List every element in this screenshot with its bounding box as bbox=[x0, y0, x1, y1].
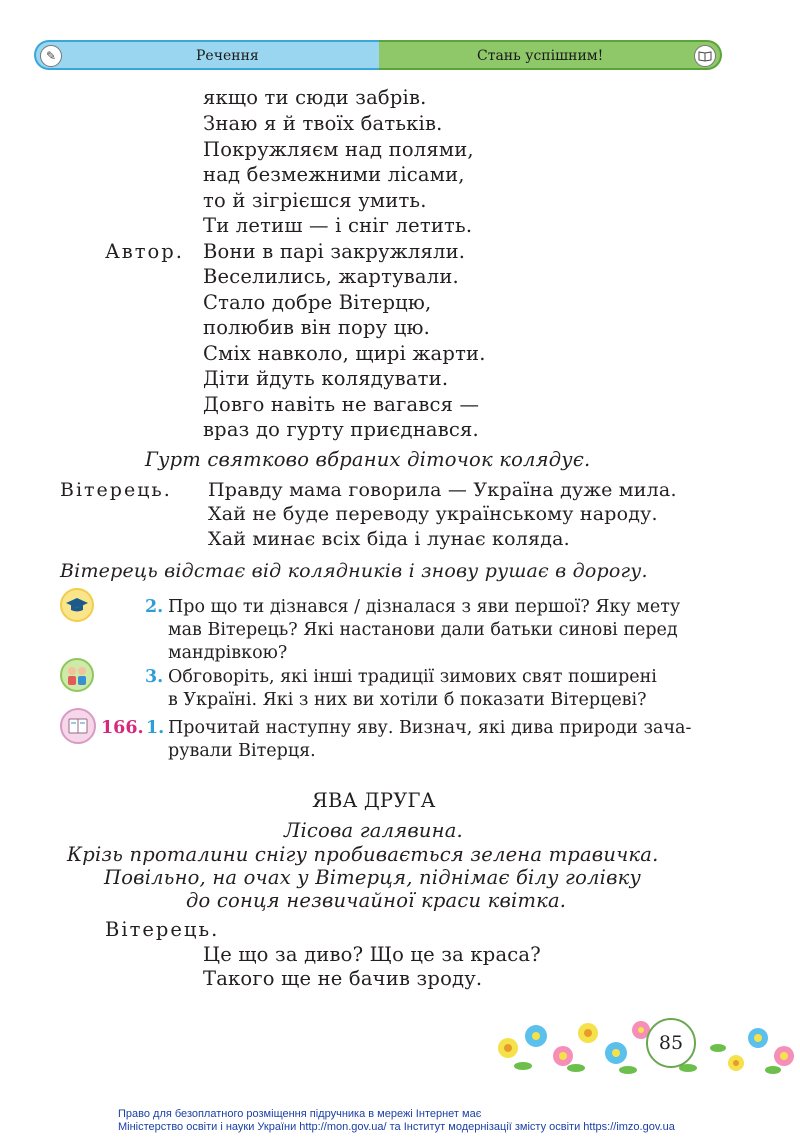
stage-direction: Вітерець відстає від колядників і знову рушає в дорогу. bbox=[60, 560, 648, 582]
verse-line: якщо ти сюди забрів. bbox=[203, 86, 427, 109]
page-number: 85 bbox=[646, 1018, 696, 1068]
scene-title: ЯВА ДРУГА bbox=[312, 789, 436, 812]
verse-line: Сміх навколо, щирі жарти. bbox=[203, 342, 486, 365]
task-text-line: в Україні. Які з них ви хотіли б показати Вітерцеві? bbox=[168, 690, 647, 710]
exercise-number: 166. bbox=[101, 718, 144, 738]
task-text-line: Прочитай наступну яву. Визнач, які дива природи зача- bbox=[168, 718, 692, 738]
verse-line: Вони в парі закружляли. bbox=[203, 240, 466, 263]
verse-line: Такого ще не бачив зроду. bbox=[203, 967, 483, 990]
stage-direction: Гурт святково вбраних діточок колядує. bbox=[145, 448, 591, 471]
verse-line: Веселились, жартували. bbox=[203, 265, 459, 288]
speaker-viterets: Вітерець. bbox=[60, 479, 172, 501]
verse-line: Знаю я й твоїх батьків. bbox=[203, 112, 443, 135]
children-pair-icon bbox=[60, 658, 94, 692]
verse-line: Хай не буде переводу українському народу. bbox=[208, 503, 658, 525]
pen-icon: ✎ bbox=[40, 45, 62, 67]
speaker-viterets: Вітерець. bbox=[105, 918, 220, 941]
scene-setting-line: Крізь проталини снігу пробивається зелена травичка. bbox=[67, 843, 659, 866]
verse-line: Покружляєм над полями, bbox=[203, 138, 474, 161]
speaker-author: Автор. bbox=[105, 240, 184, 263]
task-text-line: рували Вітерця. bbox=[168, 741, 316, 761]
header-right-section bbox=[379, 40, 722, 70]
verse-line: Довго навіть не вагався — bbox=[203, 393, 480, 416]
header-left-section bbox=[34, 40, 379, 70]
footer-line: Право для безоплатного розміщення підручника в мережі Інтернет має bbox=[118, 1108, 482, 1120]
verse-line: Це що за диво? Що це за краса? bbox=[203, 943, 541, 966]
verse-line: полюбив він пору цю. bbox=[203, 316, 431, 339]
scene-setting-line: Повільно, на очах у Вітерця, піднімає білу голівку bbox=[104, 866, 641, 889]
verse-line: то й зігрієшся умить. bbox=[203, 189, 427, 212]
notebook-icon bbox=[60, 708, 96, 744]
verse-line: Правду мама говорила — Україна дуже мила. bbox=[208, 479, 677, 501]
task-number: 2. bbox=[145, 597, 164, 617]
task-number: 3. bbox=[145, 667, 164, 687]
verse-line: Діти йдуть колядувати. bbox=[203, 367, 449, 390]
task-text-line: Обговоріть, які інші традиції зимових свят поширені bbox=[168, 667, 657, 687]
task-text-line: мав Вітерець? Які настанови дали батьки синові перед bbox=[168, 620, 678, 640]
verse-line: Ти летиш — і сніг летить. bbox=[203, 214, 473, 237]
book-icon bbox=[694, 45, 716, 67]
scene-setting-line: до сонця незвичайної краси квітка. bbox=[186, 889, 567, 912]
scene-setting-line: Лісова галявина. bbox=[284, 819, 463, 842]
verse-line: Стало добре Вітерцю, bbox=[203, 291, 432, 314]
page-header bbox=[34, 40, 722, 70]
task-text-line: Про що ти дізнався / дізналася з яви першої? Яку мету bbox=[168, 597, 681, 617]
verse-line: Хай минає всіх біда і лунає коляда. bbox=[208, 528, 570, 550]
task-number: 1. bbox=[146, 718, 165, 738]
header-right-title: Стань успішним! bbox=[477, 48, 604, 64]
flower-decoration bbox=[488, 1008, 800, 1078]
task-text-line: мандрівкою? bbox=[168, 643, 288, 663]
header-left-title: Речення bbox=[196, 48, 259, 64]
verse-line: над безмежними лісами, bbox=[203, 163, 465, 186]
graduation-cap-icon bbox=[60, 588, 94, 622]
verse-line: враз до гурту приєднався. bbox=[203, 418, 479, 441]
footer-line: Міністерство освіти і науки України http://mon.gov.ua/ та Інститут модернізації змісту освіти https://imzo.gov.ua bbox=[118, 1121, 675, 1133]
